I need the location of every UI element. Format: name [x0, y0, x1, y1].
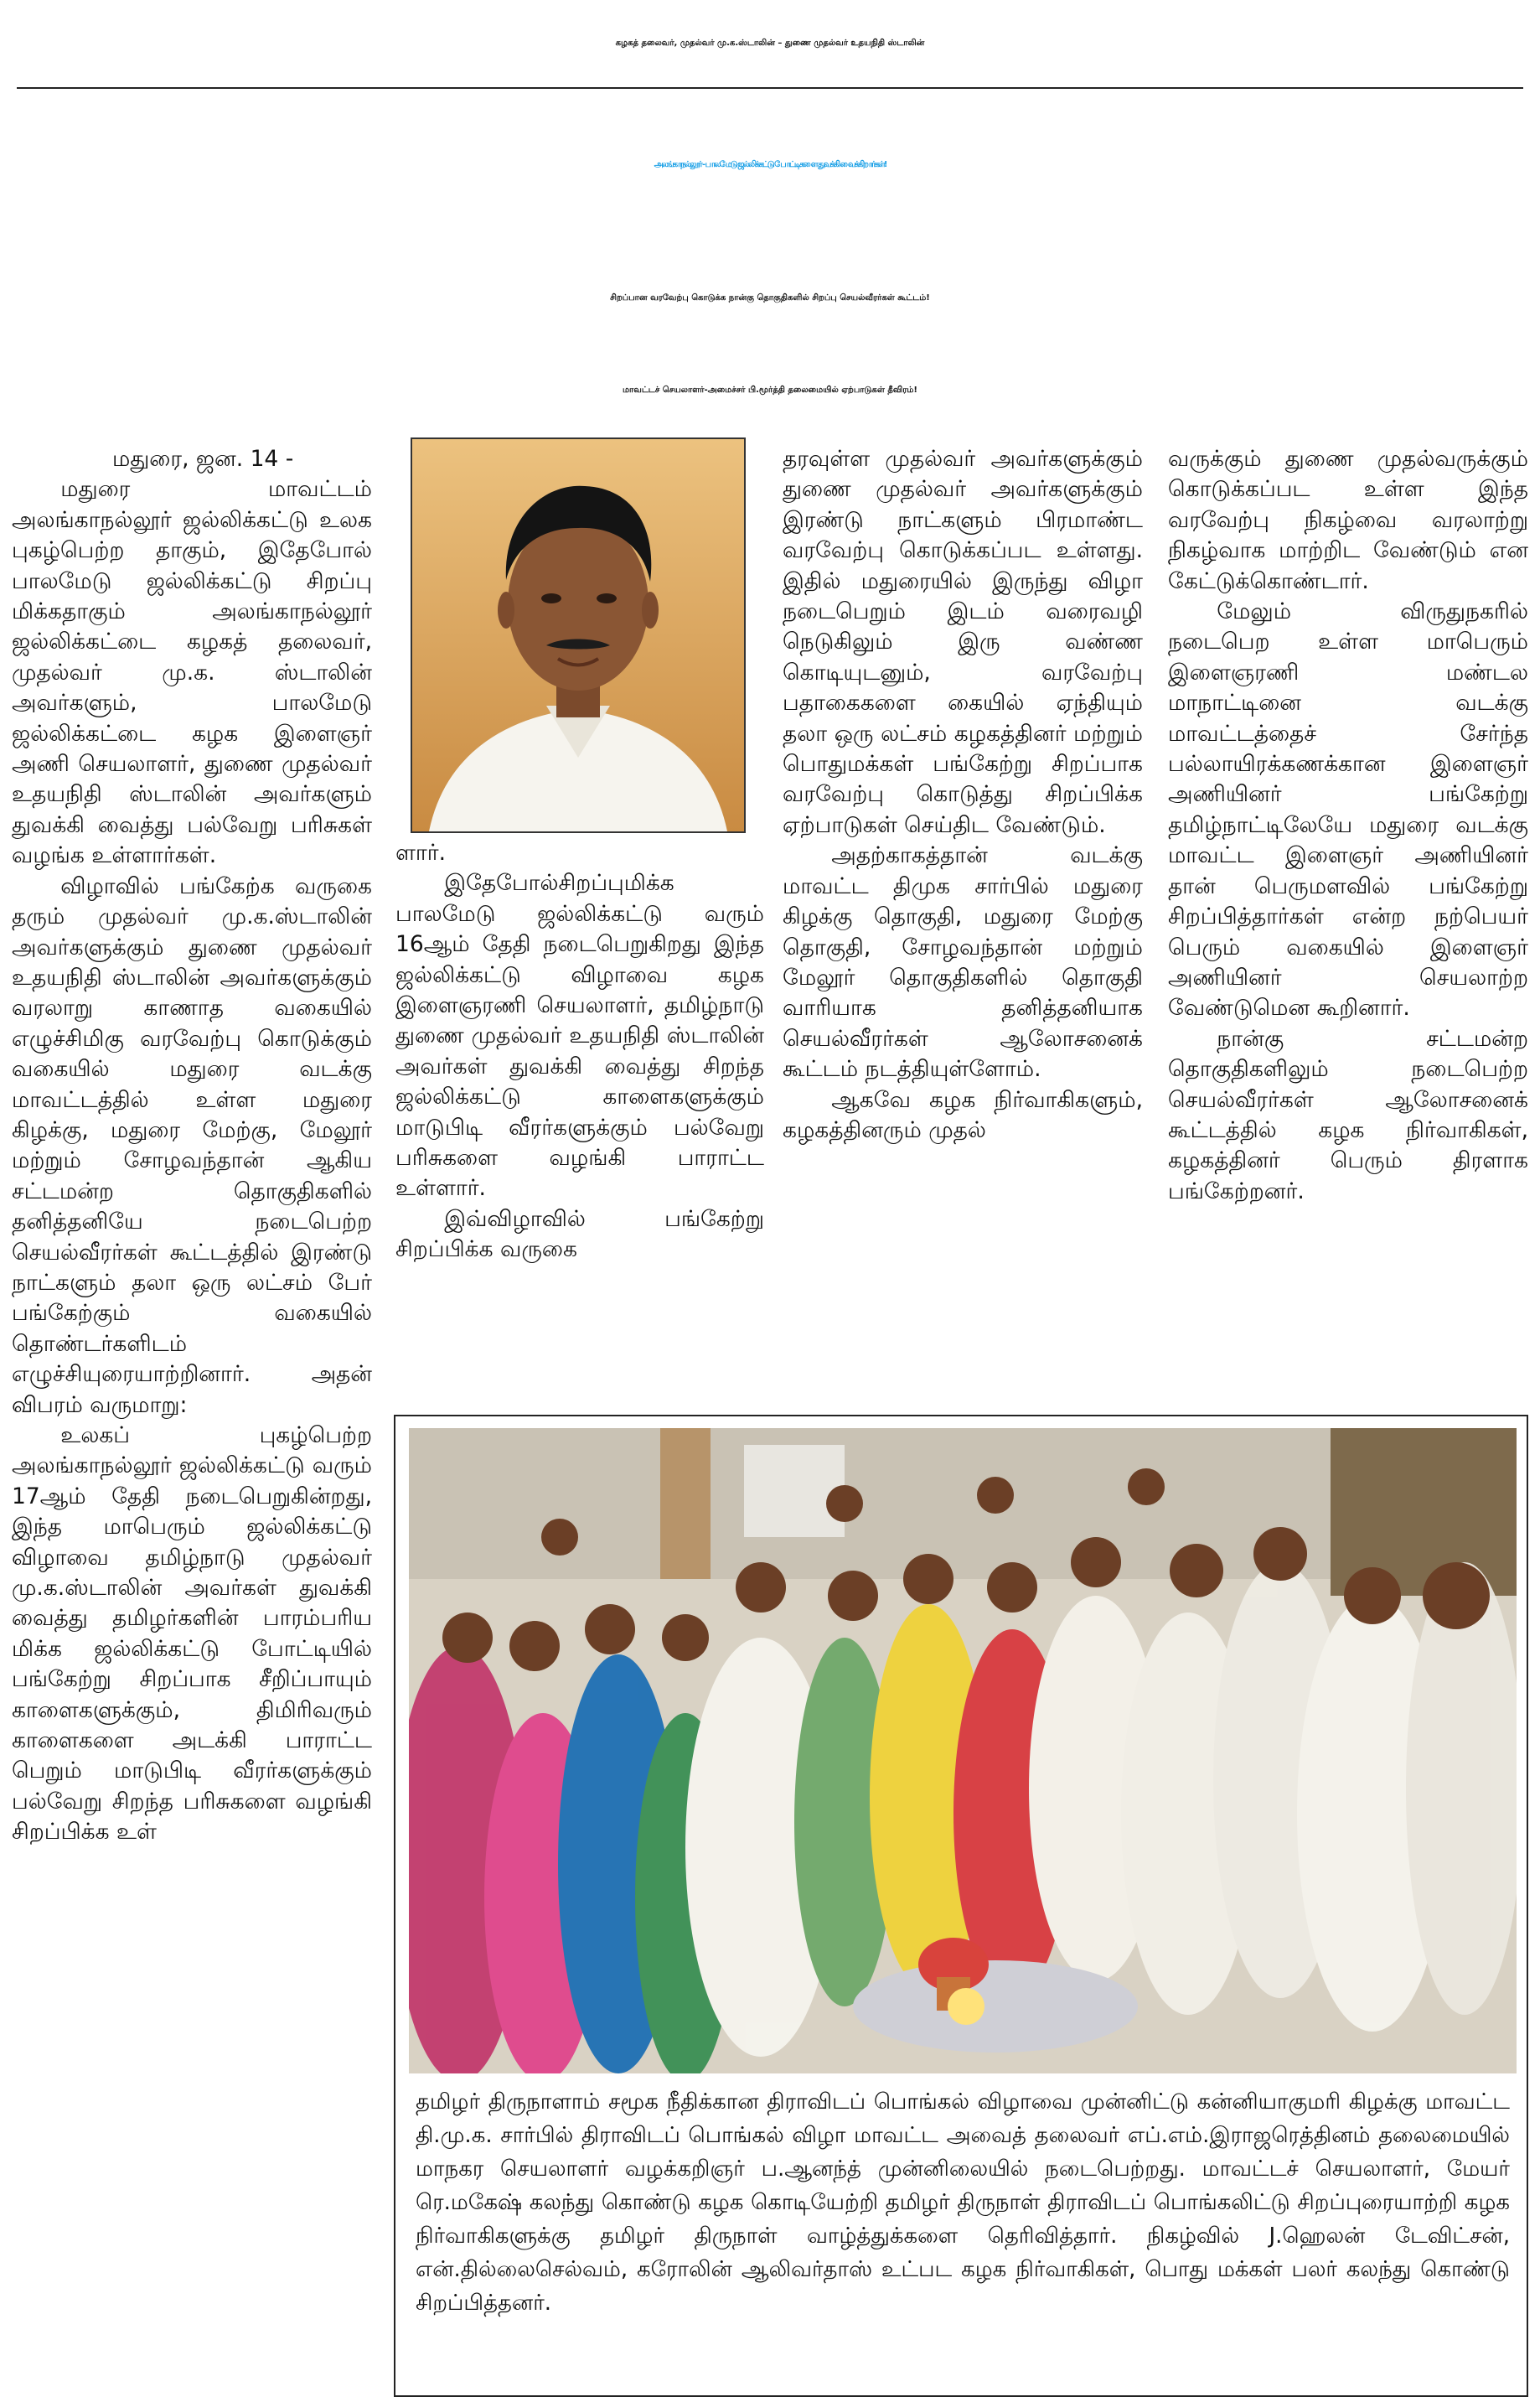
- event-photo: [409, 1428, 1517, 2073]
- article-paragraph: அதற்காகத்தான் வடக்கு மாவட்ட திமுக சார்பில் மதுரை கிழக்கு தொகுதி, மதுரை மேற்கு தொகுதி, சோழவந்தான் மற்றும் மேலூர் தொகுதிகளில் தொகுதி வாரியாக தனித்தனியாக செயல்வீரர்கள் ஆலோசனைக் கூட்டம் நடத்தியுள்ளோம்.: [783, 842, 1143, 1083]
- article-paragraph: இவ்விழாவில் பங்கேற்று சிறப்பிக்க வருகை: [395, 1205, 764, 1263]
- dateline: மதுரை, ஜன. 14 -: [112, 446, 294, 472]
- crowd-illustration: [409, 1428, 1517, 2073]
- article-paragraph: மதுரை மாவட்டம் அலங்காநல்லூர் ஜல்லிக்கட்டு உலக புகழ்பெற்ற தாகும், இதேபோல் பாலமேடு ஜல்லிக்கட்டு சிறப்பு மிக்கதாகும் அலங்காநல்லூர் ஜல்லிக்கட்டை கழகத் தலைவர், முதல்வர் மு.க. ஸ்டாலின் அவர்களும், பாலமேடு ஜல்லிக்கட்டை கழக இளைஞர் அணி செயலாளர், துணை முதல்வர் உதயநிதி ஸ்டாலின் அவர்களும் துவக்கி வைத்து பல்வேறு பரிசுகள் வழங்க உள்ளார்கள்.: [12, 476, 372, 869]
- article-paragraph: விழாவில் பங்கேற்க வருகை தரும் முதல்வர் மு.க.ஸ்டாலின் அவர்களுக்கும் துணை முதல்வர் உதயநிதி ஸ்டாலின் அவர்களுக்கும் வரலாறு காணாத வகையில் எழுச்சிமிகு வரவேற்பு கொடுக்கும் வகையில் மதுரை வடக்கு மாவட்டத்தில் உள்ள மதுரை கிழக்கு, மதுரை மேற்கு, மேலூர் மற்றும் சோழவந்தான் ஆகிய சட்டமன்ற தொகுதிகளில் தனித்தனியே நடைபெற்ற செயல்வீரர்கள் கூட்டத்தில் இரண்டு நாட்களும் தலா ஒரு லட்சம் பேர் பங்கேற்கும் வகையில் தொண்டர்களிடம் எழுச்சியுரையாற்றினார். அதன் விபரம் வருமாறு:: [12, 872, 372, 1418]
- article-paragraph: இதேபோல்சிறப்புமிக்க பாலமேடு ஜல்லிக்கட்டு வரும் 16ஆம் தேதி நடைபெறுகிறது இந்த ஜல்லிக்கட்டு விழாவை கழக இளைஞரணி செயலாளர், தமிழ்நாடு துணை முதல்வர் உதயநிதி ஸ்டாலின் அவர்கள் துவக்கி வைத்து சிறந்த ஜல்லிக்கட்டு காளைகளுக்கும் மாடுபிடி வீரர்களுக்கும் பல்வேறு பரிசுகளை வழங்கி பாராட்ட உள்ளார்.: [395, 870, 764, 1202]
- subheadline-2: மாவட்டச் செயலாளர்-அமைச்சர் பி.மூர்த்தி தலைமையில் ஏற்பாடுகள் தீவிரம்!: [623, 386, 917, 395]
- article-paragraph: உலகப் புகழ்பெற்ற அலங்காநல்லூர் ஜல்லிக்கட்டு வரும் 17ஆம் தேதி நடைபெறுகின்றது, இந்த மாபெரும் ஜல்லிக்கட்டு விழாவை தமிழ்நாடு முதல்வர் மு.க.ஸ்டாலின் அவர்கள் துவக்கி வைத்து தமிழர்களின் பாரம்பரிய மிக்க ஜல்லிக்கட்டு போட்டியில் பங்கேற்று சிறப்பாக சீறிப்பாயும் காளைகளுக்கும், திமிரிவரும் காளைகளை அடக்கி பாராட்ட பெறும் மாடுபிடி வீரர்களுக்கும் பல்வேறு சிறந்த பரிசுகளை வழங்கி சிறப்பிக்க உள்: [12, 1422, 372, 1846]
- article-paragraph: ஆகவே கழக நிர்வாகிகளும், கழகத்தினரும் முதல்: [783, 1086, 1143, 1143]
- article-paragraph: ளார்.: [395, 840, 447, 866]
- subheadline-1: சிறப்பான வரவேற்பு கொடுக்க நான்கு தொகுதிகளில் சிறப்பு செயல்வீரர்கள் கூட்டம்!: [610, 293, 930, 303]
- article-paragraph: மேலும் விருதுநகரில் நடைபெற உள்ள மாபெரும் இளைஞரணி மண்டல மாநாட்டினை வடக்கு மாவட்டத்தைச் சேர்ந்த பல்லாயிரக்கணக்கான இளைஞர் அணியினர் பங்கேற்று தமிழ்நாட்டிலேயே மதுரை வடக்கு மாவட்ட இளைஞர் அணியினர் தான் பெருமளவில் பங்கேற்று சிறப்பித்தார்கள் என்ற நற்பெயர் பெரும் வகையில் இளைஞர் அணியினர் செயலாற்ற வேண்டுமென கூறினார்.: [1168, 598, 1528, 1022]
- main-headline: அலங்காநல்லூர் - பாலமேடு ஜல்லிக்கட்டு போட்டிகளை துவக்கி வைக்கிறார்கள்!: [654, 160, 886, 169]
- photo-caption: தமிழர் திருநாளாம் சமூக நீதிக்கான திராவிடப் பொங்கல் விழாவை முன்னிட்டு கன்னியாகுமரி கிழக்கு மாவட்ட தி.மு.க. சார்பில் திராவிடப் பொங்கல் விழா மாவட்ட அவைத் தலைவர் எப்.எம்.இராஜரெத்தினம் தலைமையில் மாநகர செயலாளர் வழக்கறிஞர் ப.ஆனந்த் முன்னிலையில் நடைபெற்றது. மாவட்டச் செயலாளர், மேயர் ரெ.மகேஷ் கலந்து கொண்டு கழக கொடியேற்றி தமிழர் திருநாள் திராவிடப் பொங்கலிட்டு சிறப்புரையாற்றி கழக நிர்வாகிகளுக்கு தமிழர் திருநாள் வாழ்த்துக்களை தெரிவித்தார். நிகழ்வில் J.ஹெலன் டேவிட்சன், என்.தில்லைசெல்வம், கரோலின் ஆலிவர்தாஸ் உட்பட கழக நிர்வாகிகள், பொது மக்கள் பலர் கலந்து கொண்டு சிறப்பித்தனர்.: [416, 2089, 1510, 2316]
- portrait-photo: [411, 437, 746, 833]
- kicker-headline: கழகத் தலைவர், முதல்வர் மு.க.ஸ்டாலின் – துணை முதல்வர் உதயநிதி ஸ்டாலின்: [615, 39, 925, 48]
- article-column-4: [1168, 444, 1528, 1366]
- article-paragraph: தரவுள்ள முதல்வர் அவர்களுக்கும் துணை முதல்வர் அவர்களுக்கும் இரண்டு நாட்களும் பிரமாண்ட வரவேற்பு கொடுக்கப்பட உள்ளது. இதில் மதுரையில் இருந்து விழா நடைபெறும் இடம் வரைவழி நெடுகிலும் இரு வண்ண கொடியுடனும், வரவேற்பு பதாகைகளை கையில் ஏந்தியும் தலா ஒரு லட்சம் கழகத்தினர் மற்றும் பொதுமக்கள் பங்கேற்று சிறப்பாக வரவேற்பு கொடுத்து சிறப்பிக்க ஏற்பாடுகள் செய்திட வேண்டும்.: [783, 446, 1143, 838]
- article-paragraph: நான்கு சட்டமன்ற தொகுதிகளிலும் நடைபெற்ற செயல்வீரர்கள் ஆலோசனைக் கூட்டத்தில் கழக நிர்வாகிகள், கழகத்தினர் பெரும் திரளாக பங்கேற்றனர்.: [1168, 1025, 1528, 1204]
- article-column-2: [395, 838, 764, 1374]
- article-paragraph: வருக்கும் துணை முதல்வருக்கும் கொடுக்கப்பட உள்ள இந்த வரவேற்பு நிகழ்வை வரலாற்று நிகழ்வாக மாற்றிட வேண்டும் என கேட்டுக்கொண்டார்.: [1168, 446, 1528, 594]
- portrait-illustration: [412, 439, 744, 831]
- article-column-3: [783, 444, 1143, 1366]
- kicker-rule: [17, 87, 1523, 89]
- article-column-1: [12, 444, 372, 2397]
- event-photo-box: [394, 1415, 1528, 2397]
